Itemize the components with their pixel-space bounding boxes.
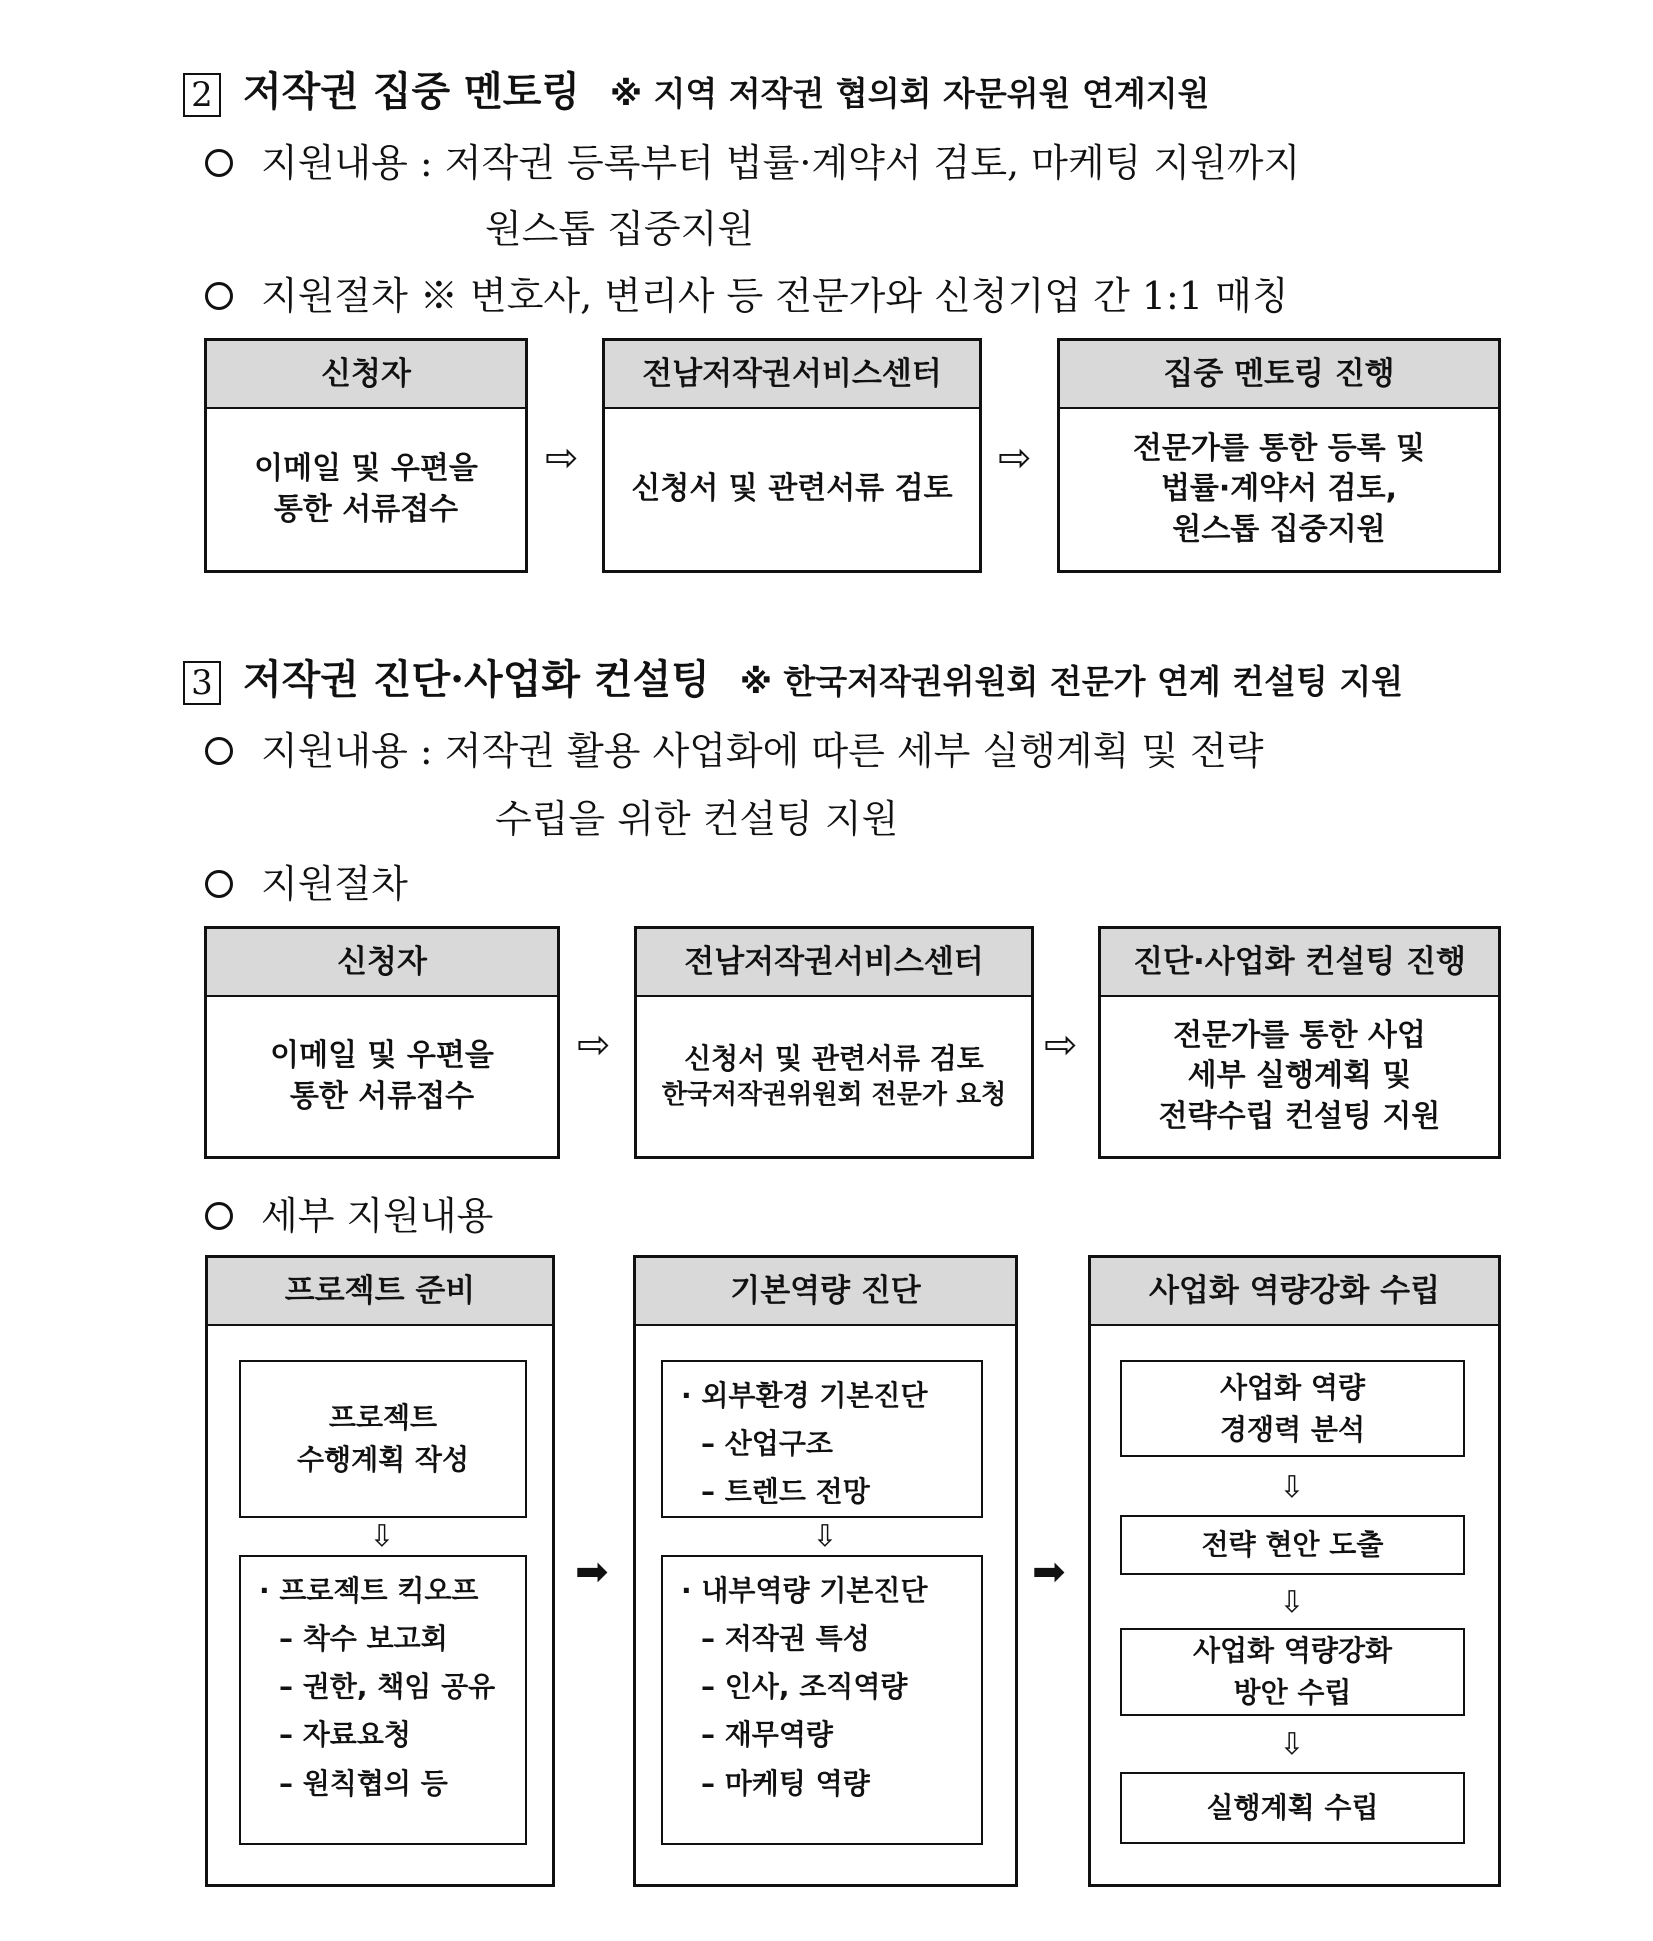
section2-procedure: 지원절차 ※ 변호사, 변리사 등 전문가와 신청기업 간 1:1 매칭 — [205, 265, 1289, 320]
detail-col-header: 기본역량 진단 — [636, 1258, 1015, 1326]
section2-heading — [183, 60, 1210, 117]
s3-flow-header: 진단·사업화 컨설팅 진행 — [1101, 929, 1498, 997]
section2-note: ※ 지역 저작권 협의회 자문위원 연계지원 — [609, 74, 1210, 113]
s2-flow-body: 이메일 및 우편을 통한 서류접수 — [254, 451, 478, 527]
circle-bullet-icon — [205, 282, 233, 310]
detail-col3-step2: 전략 현안 도출 — [1120, 1515, 1465, 1575]
down-arrow-icon: ⇩ — [369, 1519, 395, 1554]
s3-flow-body: 이메일 및 우편을 통한 서류접수 — [270, 1038, 494, 1114]
s2-flow-header: 집중 멘토링 진행 — [1060, 341, 1498, 409]
detail-col3-step4: 실행계획 수립 — [1120, 1772, 1465, 1844]
detail-col2-box1: · 외부환경 기본진단 – 산업구조 – 트렌드 전망 — [661, 1360, 983, 1518]
down-arrow-icon: ⇩ — [1279, 1470, 1305, 1505]
section3-note: ※ 한국저작권위원회 전문가 연계 컨설팅 지원 — [739, 662, 1404, 701]
detail-col-header: 사업화 역량강화 수립 — [1091, 1258, 1498, 1326]
circle-bullet-icon — [205, 737, 233, 765]
section3-procedure: 지원절차 — [205, 853, 408, 908]
solid-right-arrow-icon: ➡ — [575, 1549, 609, 1595]
s2-flow-header: 신청자 — [207, 341, 525, 409]
s3-flow-body: 전문가를 통한 사업 세부 실행계획 및 전략수립 컨설팅 지원 — [1158, 1017, 1441, 1134]
s2-flow-body: 전문가를 통한 등록 및 법률·계약서 검토, 원스톱 집중지원 — [1132, 430, 1426, 547]
s2-flow-header: 전남저작권서비스센터 — [605, 341, 979, 409]
down-arrow-icon: ⇩ — [812, 1519, 838, 1554]
hollow-right-arrow-icon: ⇨ — [545, 435, 579, 481]
section3-title: 저작권 진단·사업화 컨설팅 — [243, 656, 710, 703]
circle-bullet-icon — [205, 149, 233, 177]
down-arrow-icon: ⇩ — [1279, 1585, 1305, 1620]
section3-content-line2: 수립을 위한 컨설팅 지원 — [495, 797, 899, 841]
detail-col1-box1: 프로젝트 수행계획 작성 — [239, 1360, 527, 1518]
section3-heading — [183, 648, 1403, 705]
section2-content-line1: 지원내용 : 저작권 등록부터 법률·계약서 검토, 마케팅 지원까지 — [205, 132, 1300, 187]
hollow-right-arrow-icon: ⇨ — [577, 1022, 611, 1068]
s2-flow-box-applicant — [204, 338, 528, 573]
section3-number: 3 — [183, 661, 221, 705]
solid-right-arrow-icon: ➡ — [1032, 1549, 1066, 1595]
s3-flow-box-consulting — [1098, 926, 1501, 1159]
section2-content-line2: 원스톱 집중지원 — [485, 207, 755, 251]
detail-col1-box2: · 프로젝트 킥오프 – 착수 보고회 – 권한, 책임 공유 – 자료요청 – 원칙협의 등 — [239, 1555, 527, 1845]
s2-flow-box-center — [602, 338, 982, 573]
s3-flow-header: 전남저작권서비스센터 — [637, 929, 1031, 997]
detail-col3-step1: 사업화 역량 경쟁력 분석 — [1120, 1360, 1465, 1457]
down-arrow-icon: ⇩ — [1279, 1727, 1305, 1762]
s3-flow-box-center — [634, 926, 1034, 1159]
detail-col-header: 프로젝트 준비 — [208, 1258, 552, 1326]
s3-flow-body: 신청서 및 관련서류 검토 한국저작권위원회 전문가 요청 — [661, 1042, 1007, 1110]
detail-col2-box2: · 내부역량 기본진단 – 저작권 특성 – 인사, 조직역량 – 재무역량 – 마케팅 역량 — [661, 1555, 983, 1845]
s3-flow-header: 신청자 — [207, 929, 557, 997]
section3-content-line1: 지원내용 : 저작권 활용 사업화에 따른 세부 실행계획 및 전략 — [205, 720, 1264, 775]
section3-detail-label: 세부 지원내용 — [205, 1185, 493, 1240]
s2-flow-body: 신청서 및 관련서류 검토 — [631, 471, 953, 507]
section2-title: 저작권 집중 멘토링 — [243, 68, 580, 115]
circle-bullet-icon — [205, 870, 233, 898]
s3-flow-box-applicant — [204, 926, 560, 1159]
hollow-right-arrow-icon: ⇨ — [1044, 1022, 1078, 1068]
detail-col3-step3: 사업화 역량강화 방안 수립 — [1120, 1628, 1465, 1716]
circle-bullet-icon — [205, 1202, 233, 1230]
s2-flow-box-mentoring — [1057, 338, 1501, 573]
hollow-right-arrow-icon: ⇨ — [998, 435, 1032, 481]
section2-number: 2 — [183, 73, 221, 117]
